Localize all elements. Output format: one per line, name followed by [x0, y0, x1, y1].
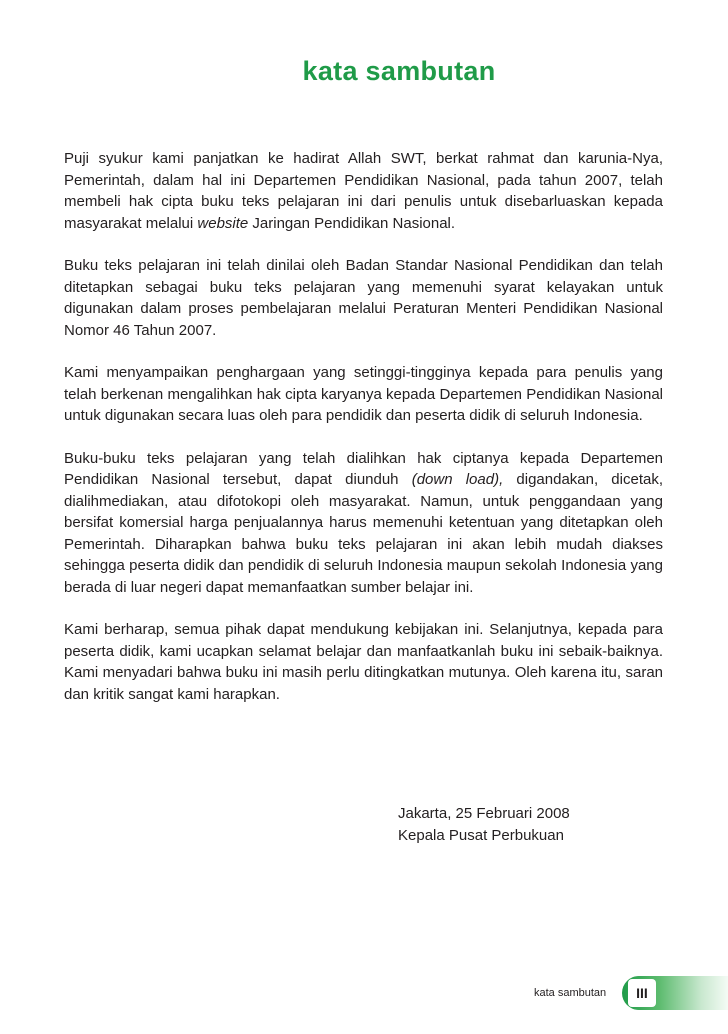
footer-section-label: kata sambutan: [534, 987, 607, 999]
paragraph-2: Buku teks pelajaran ini telah dinilai oleh Badan Standar Nasional Pendidikan dan telah ditetapkan sebagai buku teks pelajaran yang memenuhi syarat kelayakan untuk digunakan dalam proses pembelajaran melalui Peraturan Menteri Pendidikan Nasional Nomor 46 Tahun 2007.: [64, 257, 663, 339]
paragraph-4-text-b: digandakan, dicetak, dialihmediakan, atau difotokopi oleh masyarakat. Namun, untuk penggandaan yang bersifat komersial harga penjualannya harus memenuhi ketentuan yang ditetapkan oleh Pemerintah. Diharapkan bahwa buku teks pelajaran ini akan lebih mudah diakses sehingga peserta didik dan pendidik di seluruh Indonesia maupun sekolah Indonesia yang berada di luar negeri dapat memanfaatkan sumber belajar ini.: [64, 471, 664, 596]
paragraph-4: [64, 448, 663, 599]
paragraph-3: Kami menyampaikan penghargaan yang setinggi-tingginya kepada para penulis yang telah berkenan mengalihkan hak cipta karyanya kepada Departemen Pendidikan Nasional untuk digunakan secara luas oleh para pendidik dan peserta didik di seluruh Indonesia.: [64, 364, 663, 424]
signature-position: Kepala Pusat Perbukuan: [398, 827, 564, 844]
paragraph-1: [64, 148, 663, 234]
page-title: kata sambutan: [302, 56, 496, 86]
paragraph-5: Kami berharap, semua pihak dapat mendukung kebijakan ini. Selanjutnya, kepada para peserta didik, kami ucapkan selamat belajar dan manfaatkanlah buku ini sebaik-baiknya. Kami menyadari bahwa buku ini masih perlu ditingkatkan mutunya. Oleh karena itu, saran dan kritik sangat kami harapkan.: [64, 621, 663, 703]
foreword-body: [64, 148, 663, 726]
paragraph-4-text-a: Buku-buku teks pelajaran yang telah dialihkan hak ciptanya kepada Departemen Pendidikan Nasional tersebut, dapat diunduh: [64, 449, 663, 488]
signature-place-date: Jakarta, 25 Februari 2008: [398, 805, 570, 822]
paragraph-4-emphasis: (down load),: [411, 471, 504, 488]
paragraph-1-emphasis: website: [197, 214, 249, 232]
paragraph-1-text-a: Puji syukur kami panjatkan ke hadirat Allah SWT, berkat rahmat dan karunia-Nya, Pemerintah, dalam hal ini Departemen Pendidikan Nasional, pada tahun 2007, telah membeli hak cipta buku teks pelajaran ini dari penulis untuk disebarluaskan kepada masyarakat melalui: [64, 150, 663, 232]
page-number: III: [628, 979, 656, 1007]
paragraph-1-text-b: Jaringan Pendidikan Nasional.: [248, 214, 456, 232]
signature-block: [398, 803, 570, 847]
